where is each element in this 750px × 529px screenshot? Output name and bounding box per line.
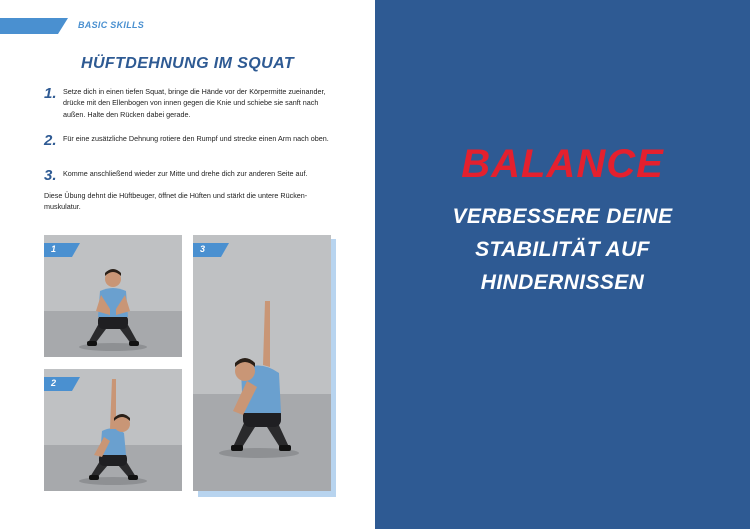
photo-badge-3 — [193, 243, 221, 257]
step-number: 3. — [44, 167, 57, 184]
step-text: Setze dich in einen tiefen Squat, bringe die Hände vor der Körpermitte zueinander, drücke mit den Ellenbogen von innen gegen die Knie und schiebe sie sanft nach außen. Halte den Rücken dabei gerade. — [63, 87, 326, 119]
chapter-subtitle-line-3: HINDERNISSEN — [480, 271, 645, 294]
step-3 — [44, 167, 336, 184]
step-number: 1. — [44, 85, 57, 102]
right-page — [375, 0, 750, 529]
page-number-tab — [0, 18, 58, 48]
photo-number: 3 — [200, 244, 206, 254]
step-1 — [44, 86, 336, 120]
section-label: BASIC SKILLS — [78, 20, 145, 30]
step-number: 2. — [44, 132, 57, 149]
step-text: Komme anschließend wieder zur Mitte und drehe dich zur anderen Seite auf. — [63, 169, 308, 178]
exercise-summary: Diese Übung dehnt die Hüftbeuger, öffnet die Hüften und stärkt die untere Rücken-muskulatur. — [44, 191, 308, 212]
chapter-subtitle-line-2: STABILITÄT AUF — [475, 238, 650, 261]
chapter-heading: BALANCE — [461, 142, 664, 186]
step-2 — [44, 132, 336, 149]
exercise-photo-2 — [44, 369, 182, 491]
photo-number: 2 — [51, 378, 57, 388]
photo-number: 1 — [51, 244, 57, 254]
exercise-photo-3 — [193, 235, 331, 491]
exercise-title: HÜFTDEHNUNG IM SQUAT — [80, 55, 295, 72]
photo-badge-1 — [44, 243, 72, 257]
step-text: Für eine zusätzliche Dehnung rotiere den Rumpf und strecke einen Arm nach oben. — [63, 134, 329, 143]
page-number: 58 — [18, 37, 30, 48]
photo-badge-2 — [44, 377, 72, 391]
chapter-subtitle-line-1: VERBESSERE DEINE — [452, 205, 673, 228]
person-squat-reach-figure — [193, 235, 331, 491]
exercise-photo-1 — [44, 235, 182, 357]
